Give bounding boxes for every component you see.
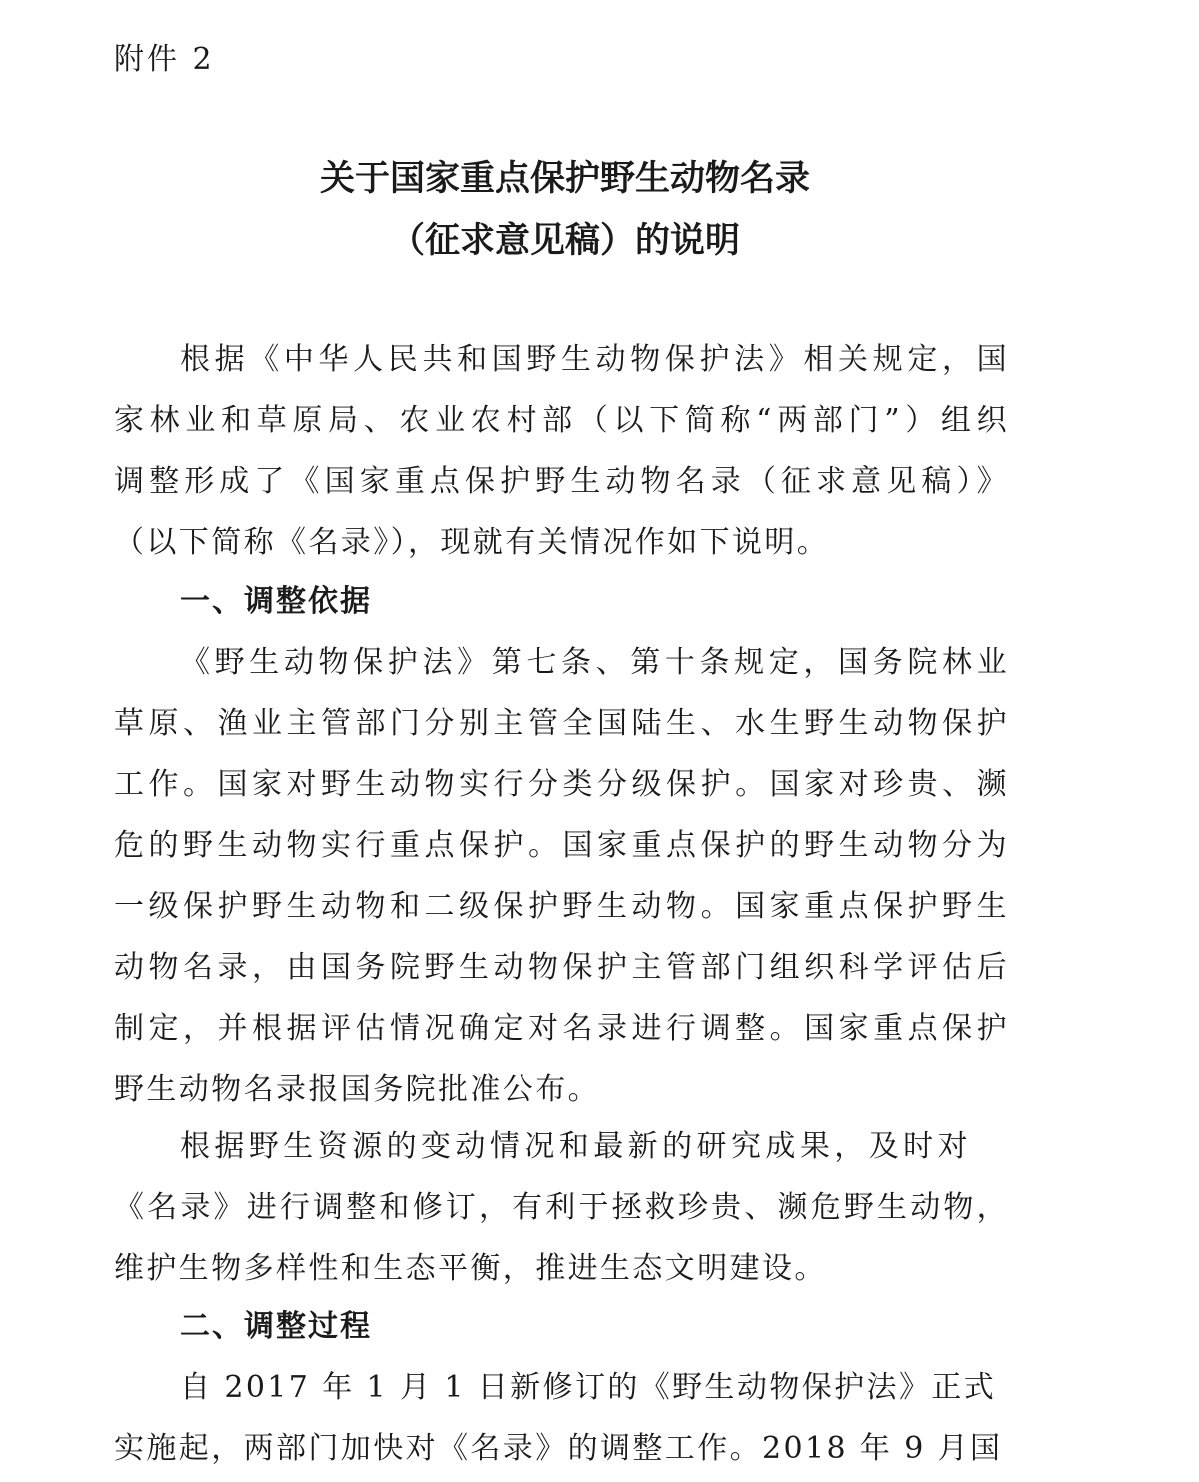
paragraph-line: 根据野生资源的变动情况和最新的研究成果，及时对	[180, 1129, 970, 1164]
paragraph-line: （以下简称《名录》），现就有关情况作如下说明。	[114, 525, 830, 560]
paragraph-line: 野生动物名录报国务院批准公布。	[114, 1072, 600, 1107]
intro-paragraph	[114, 329, 1009, 573]
paragraph-line: 根据《中华人民共和国野生动物保护法》相关规定，国	[180, 342, 1009, 377]
paragraph-line: 草原、渔业主管部门分别主管全国陆生、水生野生动物保护	[114, 706, 1009, 741]
paragraph-line: 动物名录，由国务院野生动物保护主管部门组织科学评估后	[114, 950, 1009, 985]
paragraph-line: 调整形成了《国家重点保护野生动物名录（征求意见稿）》	[114, 464, 1009, 499]
paragraph-line: 实施起，两部门加快对《名录》的调整工作。2018 年 9 月国	[114, 1431, 1003, 1466]
paragraph-line: 工作。国家对野生动物实行分类分级保护。国家对珍贵、濒	[114, 767, 1009, 802]
section-heading-process: 二、调整过程	[180, 1309, 372, 1344]
paragraph-line: 危的野生动物实行重点保护。国家重点保护的野生动物分为	[114, 828, 1009, 863]
section1-paragraph-2	[114, 1116, 1009, 1299]
document-title-line-2: （征求意见稿）的说明	[389, 221, 740, 261]
paragraph-line: 一级保护野生动物和二级保护野生动物。国家重点保护野生	[114, 889, 1009, 924]
document-title-line-1: 关于国家重点保护野生动物名录	[319, 159, 810, 199]
section1-paragraph-1	[114, 632, 1009, 1120]
paragraph-line: 家林业和草原局、农业农村部（以下简称“两部门”）组织	[114, 403, 1009, 438]
section2-paragraph-1	[114, 1357, 1009, 1479]
section-heading-basis: 一、调整依据	[180, 584, 372, 619]
paragraph-line: 自 2017 年 1 月 1 日新修订的《野生动物保护法》正式	[180, 1370, 997, 1405]
paragraph-line: 维护生物多样性和生态平衡，推进生态文明建设。	[114, 1251, 827, 1286]
paragraph-line: 《野生动物保护法》第七条、第十条规定，国务院林业	[180, 645, 1009, 680]
paragraph-line: 《名录》进行调整和修订，有利于拯救珍贵、濒危野生动物，	[114, 1190, 1009, 1225]
attachment-label: 附件 2	[114, 42, 215, 77]
paragraph-line: 制定，并根据评估情况确定对名录进行调整。国家重点保护	[114, 1011, 1009, 1046]
